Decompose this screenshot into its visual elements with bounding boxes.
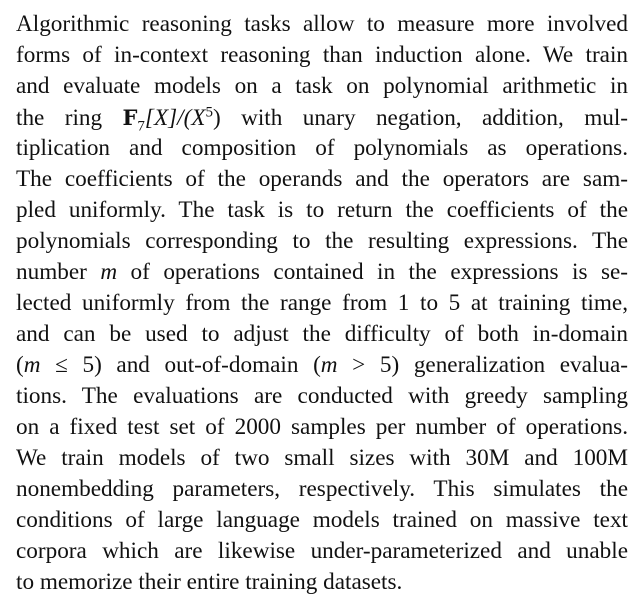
text-fragment: the ring <box>16 105 123 131</box>
text-line: tiplication and composition of polynomials as operations. <box>16 135 628 161</box>
text-line: tions. The evaluations are conducted with greedy sampling <box>16 383 628 409</box>
text-fragment: of operations contained in the expressions is se- <box>117 259 628 285</box>
math-ring-expression: [X]/(X <box>144 105 206 131</box>
text-line <box>16 102 628 133</box>
text-line: lected uniformly from the range from 1 to 5 at training time, <box>16 290 628 316</box>
text-line: corpora which are likewise under-parameterized and unable <box>16 538 628 564</box>
text-line: conditions of large language models trained on massive text <box>16 507 628 533</box>
text-fragment: ( <box>16 352 24 378</box>
math-variable: m <box>23 352 41 378</box>
math-variable: m <box>100 259 118 285</box>
text-fragment: with unary negation, addition, mul- <box>220 105 628 131</box>
math-condition: ≤ 5 <box>40 352 95 378</box>
text-line: and evaluate models on a task on polynomial arithmetic in <box>16 73 628 99</box>
text-line: Algorithmic reasoning tasks allow to measure more involved <box>16 11 628 37</box>
text-line: pled uniformly. The task is to return the coefficients of the <box>16 197 628 223</box>
text-fragment: number <box>16 259 101 285</box>
text-line: forms of in-context reasoning than induction alone. We train <box>16 42 628 68</box>
math-superscript: 5 <box>205 104 213 121</box>
text-fragment: ) generalization evalua- <box>391 352 628 378</box>
text-line <box>16 257 628 288</box>
text-line: nonembedding parameters, respectively. This simulates the <box>16 476 628 502</box>
math-subscript: 7 <box>137 118 145 135</box>
text-line: and can be used to adjust the difficulty of both in-domain <box>16 321 628 347</box>
paper-paragraph <box>16 9 628 598</box>
math-field-symbol: F <box>122 105 138 130</box>
text-line <box>16 350 628 381</box>
text-line: on a fixed test set of 2000 samples per number of operations. <box>16 414 628 440</box>
math-close-paren: ) <box>212 105 221 131</box>
text-line: The coefficients of the operands and the operators are sam- <box>16 166 628 192</box>
text-line: We train models of two small sizes with 30M and 100M <box>16 445 628 471</box>
text-fragment: ) and out-of-domain ( <box>94 352 321 378</box>
text-line: polynomials corresponding to the resulting expressions. The <box>16 228 628 254</box>
math-condition: > 5 <box>337 352 392 378</box>
text-line-last: to memorize their entire training datasets. <box>16 569 403 595</box>
math-variable: m <box>320 352 338 378</box>
